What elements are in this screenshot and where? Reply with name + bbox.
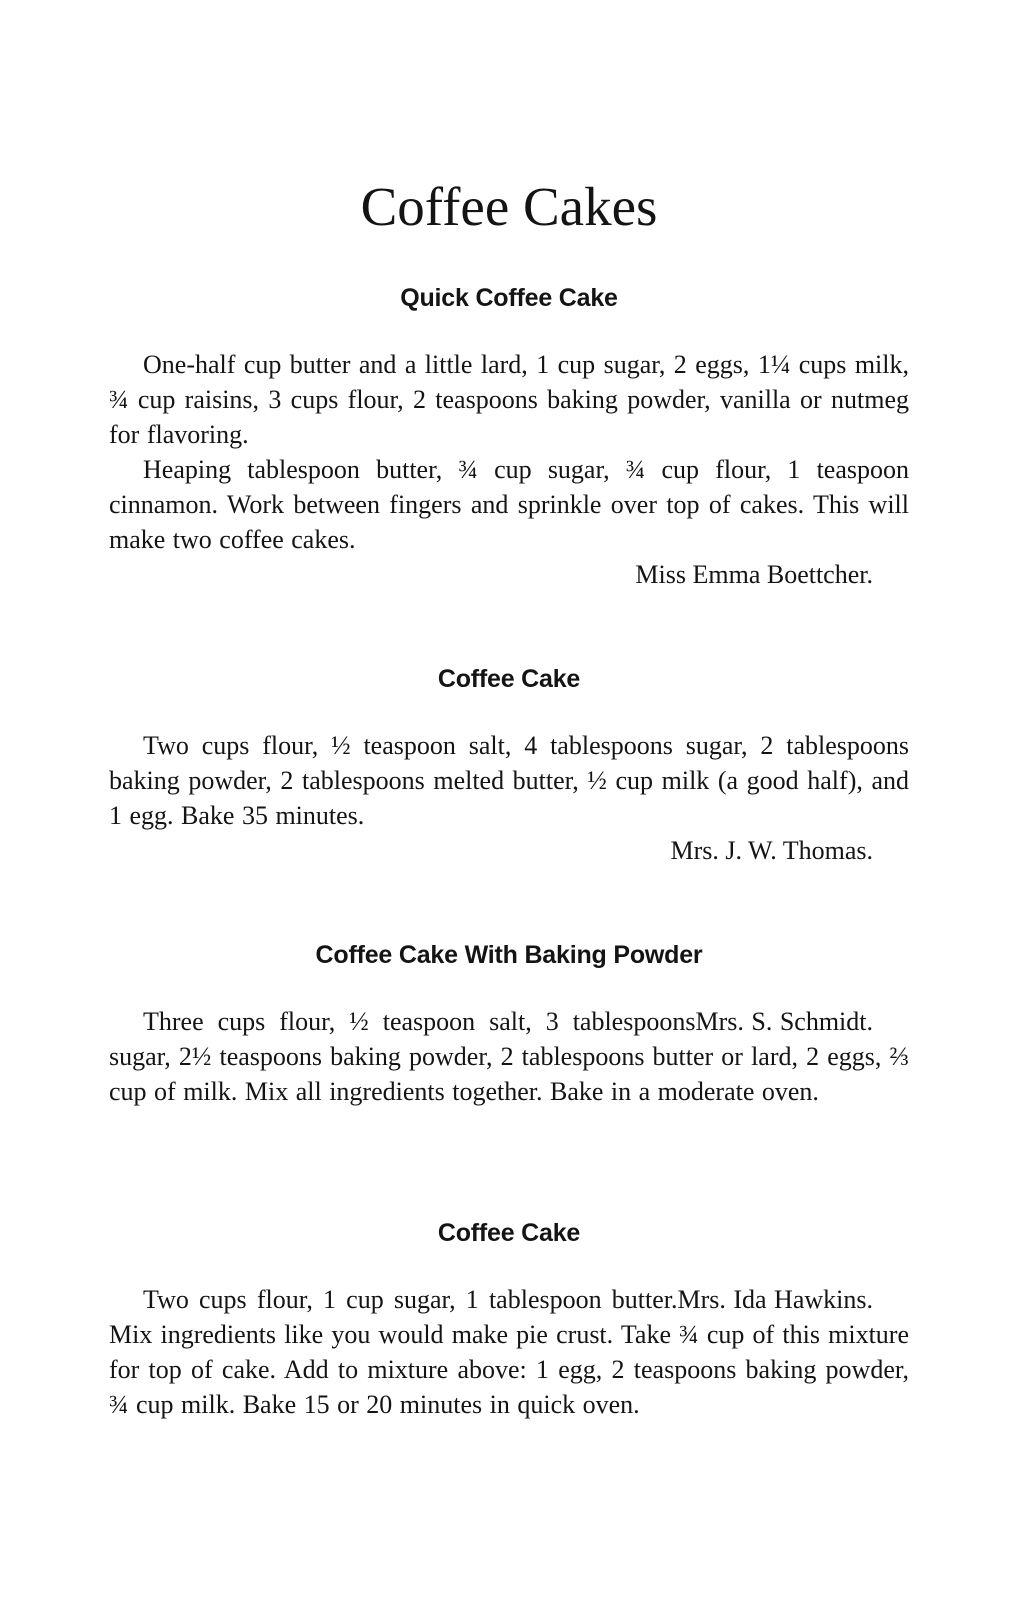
- recipe-coffee-cake-2: [109, 1218, 909, 1422]
- recipe-title: Coffee Cake With Baking Powder: [315, 941, 703, 969]
- recipe-author: Mrs. S. Schmidt.: [695, 1007, 873, 1036]
- recipe-paragraph: [109, 1282, 909, 1422]
- recipe-coffee-cake-with-baking-powder: [109, 940, 909, 1109]
- recipe-paragraph-text: Three cups flour, ½ teaspoon salt, 3 tablespoons sugar, 2½ teaspoons baking powder, 2 tablespoons butter or lard, 2 eggs, ⅔ cup of milk. Mix all ingredients together. Bake in a moderate oven.: [109, 1007, 909, 1106]
- page-title: Coffee Cakes: [360, 176, 658, 237]
- recipe-title: Quick Coffee Cake: [400, 284, 618, 312]
- recipe-paragraph: Heaping tablespoon butter, ¾ cup sugar, ¾ cup flour, 1 teaspoon cinnamon. Work between fingers and sprinkle over top of cakes. This will make two coffee cakes.: [109, 455, 909, 554]
- recipe-author: Miss Emma Boettcher.: [635, 560, 873, 589]
- recipe-author: Mrs. J. W. Thomas.: [670, 836, 873, 865]
- recipe-coffee-cake: [109, 664, 909, 868]
- recipe-paragraph: Two cups flour, ½ teaspoon salt, 4 tablespoons sugar, 2 tablespoons baking powder, 2 tablespoons melted butter, ½ cup milk (a good half), and 1 egg. Bake 35 minutes.: [109, 731, 909, 830]
- recipe-paragraph-text: Two cups flour, 1 cup sugar, 1 tablespoon butter. Mix ingredients like you would make pie crust. Take ¾ cup of this mixture for top of cake. Add to mixture above: 1 egg, 2 teaspoons baking powder, ¾ cup milk. Bake 15 or 20 minutes in quick oven.: [109, 1285, 909, 1419]
- recipe-author: Mrs. Ida Hawkins.: [677, 1285, 873, 1314]
- recipe-title: Coffee Cake: [437, 1219, 581, 1247]
- recipe-title: Coffee Cake: [437, 665, 581, 693]
- recipe-paragraph: [109, 1004, 909, 1109]
- recipe-paragraph: One-half cup butter and a little lard, 1 cup sugar, 2 eggs, 1¼ cups milk, ¾ cup raisins, 3 cups flour, 2 teaspoons baking powder, vanilla or nutmeg for flavoring.: [109, 350, 909, 449]
- recipe-quick-coffee-cake: [109, 283, 909, 592]
